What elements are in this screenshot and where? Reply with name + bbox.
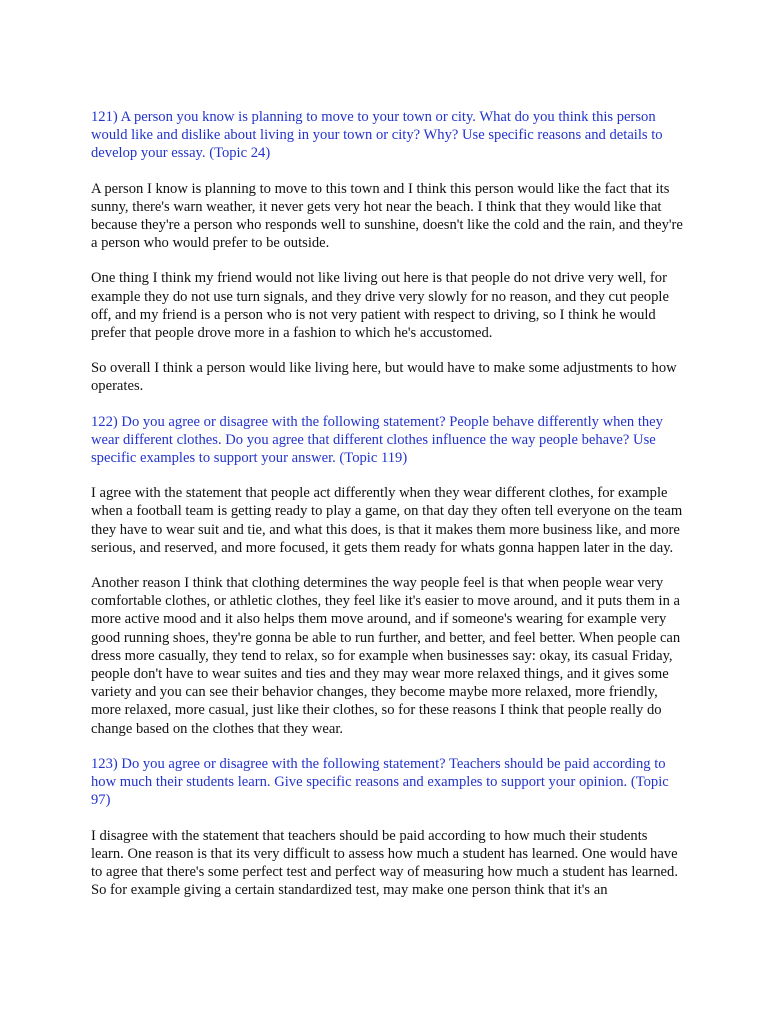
- document-page: [91, 108, 683, 899]
- answer-122-paragraph-2: Another reason I think that clothing determines the way people feel is that when people wear very comfortable clothes, or athletic clothes, they feel like it's easier to move around, and it puts them in a more active mood and it also helps them move around, and if someone's wearing for example very good running shoes, they're gonna be able to run further, and better, and feel better. When people can dress more casually, they tend to relax, so for example when businesses say: okay, its casual Friday, people don't have to wear suites and ties and they may wear more relaxed things, and it gives some variety and you can see their behavior changes, they become maybe more relaxed, more friendly, more relaxed, more casual, just like their clothes, so for these reasons I think that people really do change based on the clothes that they wear.: [91, 575, 681, 737]
- question-121: 121) A person you know is planning to move to your town or city. What do you think this person would like and dislike about living in your town or city? Why? Use specific reasons and details to develop your essay. (Topic 24): [91, 109, 663, 162]
- answer-122-paragraph-1: I agree with the statement that people act differently when they wear different clothes, for example when a football team is getting ready to play a game, on that day they often tell everyone on the team they have to wear suit and tie, and what this does, is that it makes them more business like, and more serious, and reserved, and more focused, it gets them ready for whats gonna happen later in the day.: [91, 485, 683, 556]
- answer-123-paragraph-1: I disagree with the statement that teachers should be paid according to how much their students learn. One reason is that its very difficult to assess how much a student has learned. One would have to agree that there's some perfect test and perfect way of measuring how much a student has learned. So for example giving a certain standardized test, may make one person think that it's an: [91, 827, 678, 899]
- answer-121-paragraph-3: So overall I think a person would like living here, but would have to make some adjustments to how operates.: [91, 360, 677, 395]
- answer-121-paragraph-1: A person I know is planning to move to this town and I think this person would like the fact that its sunny, there's warn weather, it never gets very hot near the beach. I think that they would like that because they're a person who responds well to sunshine, doesn't like the cold and the rain, and they're a person who would prefer to be outside.: [91, 180, 683, 252]
- question-122: 122) Do you agree or disagree with the following statement? People behave differently when they wear different clothes. Do you agree that different clothes influence the way people behave? Use specific examples to support your answer. (Topic 119): [91, 413, 663, 467]
- question-123: 123) Do you agree or disagree with the following statement? Teachers should be paid according to how much their students learn. Give specific reasons and examples to support your opinion. (Topic 97): [91, 755, 669, 809]
- answer-121-paragraph-2: One thing I think my friend would not like living out here is that people do not drive very well, for example they do not use turn signals, and they drive very slowly for no reason, and they cut people off, and my friend is a person who is not very patient with respect to driving, so I think he would prefer that people drove more in a fashion to which he's accustomed.: [91, 270, 669, 342]
